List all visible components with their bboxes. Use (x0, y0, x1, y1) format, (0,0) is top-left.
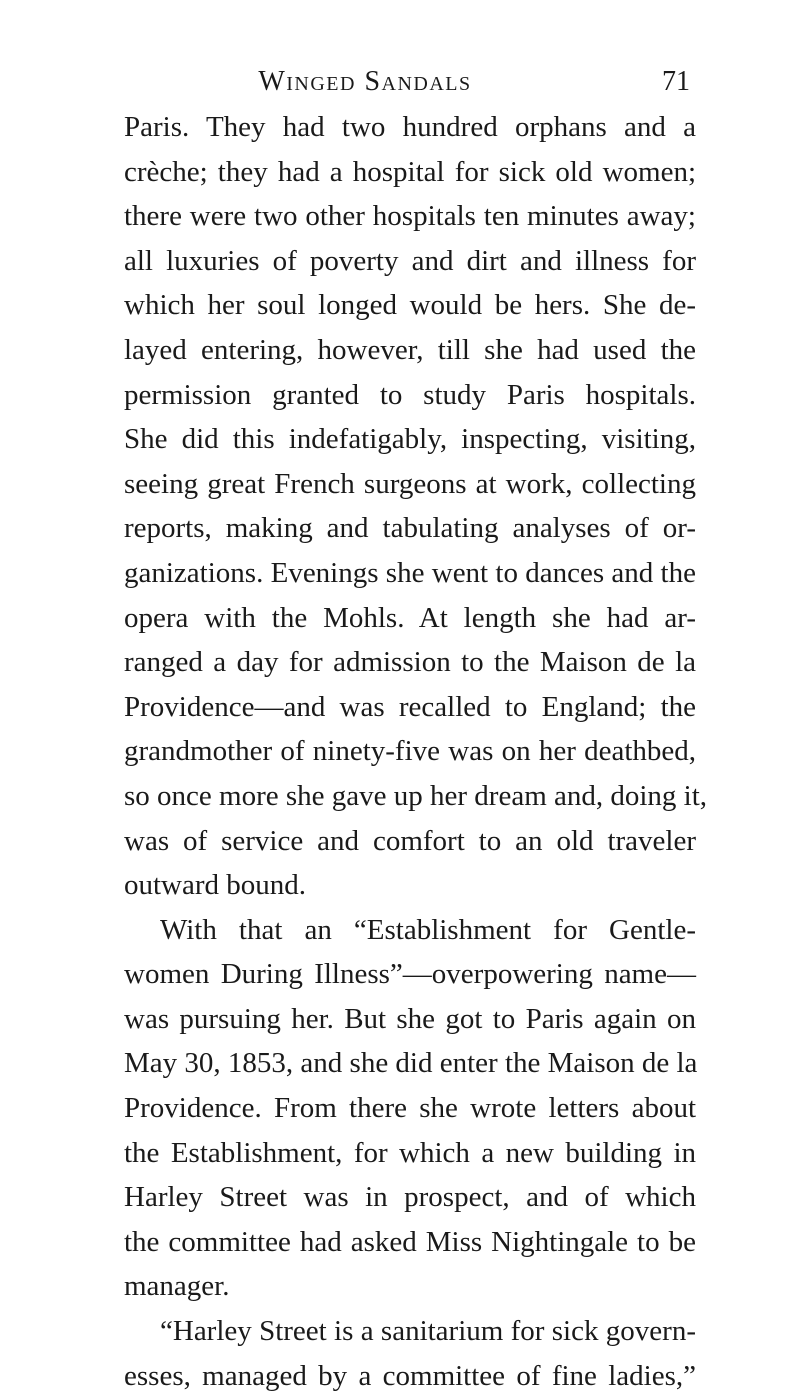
text-line: Paris. They had two hundred orphans and a (124, 111, 696, 143)
text-line: permission granted to study Paris hospitals. (124, 378, 696, 411)
text-line: ganizations. Evenings she went to dances and the (124, 556, 696, 589)
text-line: opera with the Mohls. At length she had ar- (124, 601, 696, 634)
text-line: was pursuing her. But she got to Paris again on (124, 1002, 696, 1035)
body-text (124, 105, 708, 1398)
text-line: outward bound. (124, 869, 307, 902)
text-line: grandmother of ninety-five was on her deathbed, (124, 735, 696, 768)
text-line: there were two other hospitals ten minutes away; (124, 200, 696, 233)
text-line: crèche; they had a hospital for sick old women; (124, 155, 696, 188)
text-line: Providence—and was recalled to England; the (124, 690, 696, 723)
text-line: Providence. From there she wrote letters about (124, 1092, 696, 1125)
running-title: Winged Sandals (258, 66, 472, 97)
text-line: reports, making and tabulating analyses of or- (124, 512, 696, 545)
text-line: Harley Street was in prospect, and of which (124, 1181, 696, 1214)
text-line: layed entering, however, till she had used the (124, 333, 696, 366)
text-line: was of service and comfort to an old traveler (124, 824, 696, 857)
text-line: so once more she gave up her dream and, doing it, (124, 779, 708, 812)
text-line: She did this indefatigably, inspecting, visiting, (124, 423, 696, 456)
text-line: manager. (124, 1270, 230, 1303)
text-line: which her soul longed would be hers. She de- (124, 289, 696, 322)
text-line: women During Illness”—overpowering name— (124, 958, 696, 991)
text-line: the Establishment, for which a new building in (124, 1136, 696, 1169)
page-number: 71 (662, 66, 690, 97)
text-line: seeing great French surgeons at work, collecting (124, 467, 696, 500)
running-head (0, 62, 800, 102)
text-line: esses, managed by a committee of fine ladies,” (124, 1359, 696, 1392)
text-line: all luxuries of poverty and dirt and illness for (124, 244, 696, 277)
text-line: With that an “Establishment for Gentle- (160, 913, 696, 946)
text-line: ranged a day for admission to the Maison de la (124, 646, 696, 679)
text-line: the committee had asked Miss Nightingale to be (124, 1225, 696, 1258)
text-line: “Harley Street is a sanitarium for sick govern- (160, 1315, 696, 1348)
text-line: May 30, 1853, and she did enter the Maison de la (124, 1047, 698, 1080)
